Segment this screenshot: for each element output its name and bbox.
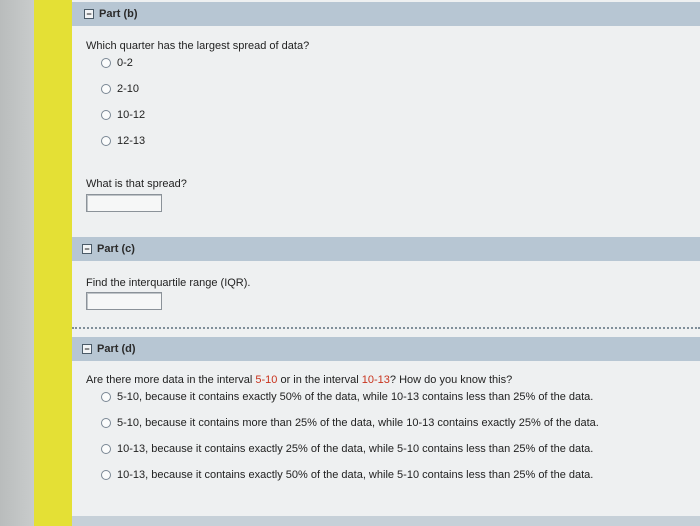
spread-answer-input[interactable] — [86, 194, 162, 212]
interval-highlight: 10-13 — [361, 374, 390, 386]
question-text: ? How do you know this? — [389, 374, 513, 386]
option-label: 10-13, because it contains exactly 50% of the data, while 5-10 contains less than 25% of the data. — [117, 469, 594, 481]
part-d-header[interactable] — [72, 337, 700, 361]
option-label: 5-10, because it contains more than 25% of the data, while 10-13 contains exactly 25% of the data. — [117, 417, 599, 429]
part-c-title: Part (c) — [97, 243, 135, 255]
collapse-minus-icon[interactable]: − — [84, 9, 94, 19]
option-label: 10-12 — [117, 109, 146, 121]
next-section-header-edge — [72, 516, 700, 526]
part-b-option-3[interactable] — [101, 109, 145, 121]
radio-button[interactable] — [101, 470, 111, 480]
part-d-option-1[interactable] — [101, 391, 593, 403]
part-b-question: Which quarter has the largest spread of data? — [86, 40, 310, 52]
option-label: 2-10 — [117, 83, 140, 95]
part-b-option-1[interactable] — [101, 57, 133, 69]
part-b-option-4[interactable] — [101, 135, 145, 147]
question-text: Are there more data in the interval — [86, 374, 256, 386]
radio-button[interactable] — [101, 136, 111, 146]
collapse-minus-icon[interactable]: − — [82, 344, 92, 354]
part-b-option-2[interactable] — [101, 83, 139, 95]
section-divider — [72, 327, 700, 329]
part-b-question-spread: What is that spread? — [86, 178, 187, 190]
option-label: 0-2 — [117, 57, 133, 69]
part-d-title: Part (d) — [97, 343, 136, 355]
left-margin — [0, 0, 34, 526]
part-b-title: Part (b) — [99, 8, 138, 20]
radio-button[interactable] — [101, 84, 111, 94]
part-c-question: Find the interquartile range (IQR). — [86, 277, 251, 289]
interval-highlight: 5-10 — [255, 374, 278, 386]
radio-button[interactable] — [101, 110, 111, 120]
question-text: or in the interval — [277, 374, 362, 386]
option-label: 12-13 — [117, 135, 146, 147]
side-accent-strip — [34, 0, 72, 526]
part-d-option-3[interactable] — [101, 443, 593, 455]
radio-button[interactable] — [101, 392, 111, 402]
option-label: 5-10, because it contains exactly 50% of the data, while 10-13 contains less than 25% of the data. — [117, 391, 594, 403]
part-b-header[interactable] — [72, 2, 700, 26]
radio-button[interactable] — [101, 418, 111, 428]
option-label: 10-13, because it contains exactly 25% of the data, while 5-10 contains less than 25% of the data. — [117, 443, 594, 455]
radio-button[interactable] — [101, 58, 111, 68]
part-d-option-4[interactable] — [101, 469, 593, 481]
collapse-minus-icon[interactable]: − — [82, 244, 92, 254]
part-d-question — [86, 374, 512, 386]
part-c-header[interactable] — [72, 237, 700, 261]
part-d-option-2[interactable] — [101, 417, 599, 429]
radio-button[interactable] — [101, 444, 111, 454]
iqr-answer-input[interactable] — [86, 292, 162, 310]
